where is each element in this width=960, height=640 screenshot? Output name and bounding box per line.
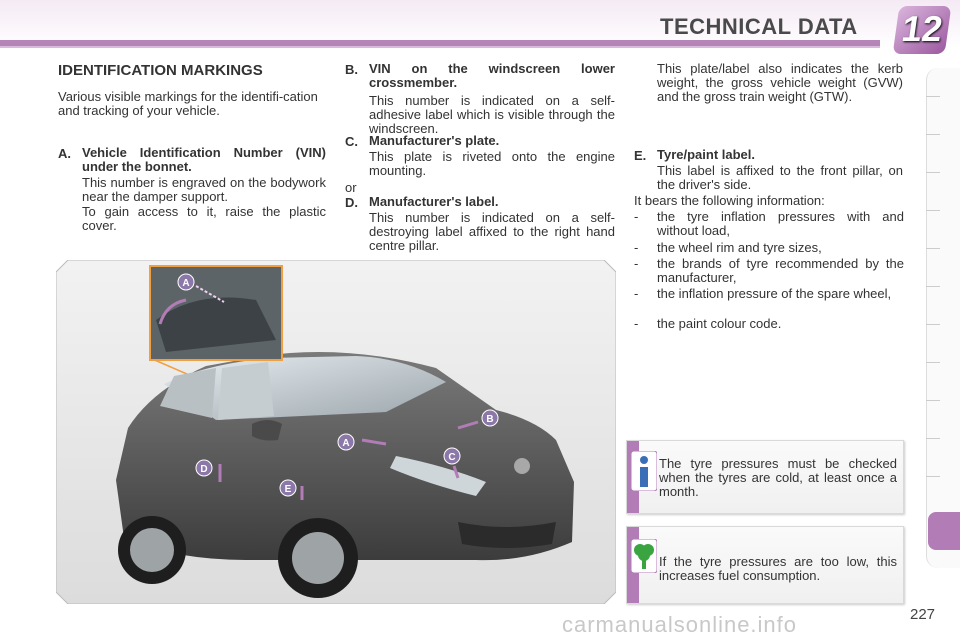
- chapter-number: 12: [899, 8, 946, 49]
- side-mirror: [252, 420, 282, 441]
- item-d-letter: D.: [345, 195, 358, 210]
- tab-divider: [926, 248, 940, 249]
- bullet-dash: -: [634, 286, 639, 301]
- item-e-letter: E.: [634, 148, 647, 163]
- info-note-text: The tyre pressures must be checked when the tyres are cold, at least once a month.: [659, 456, 897, 499]
- item-d-text: This number is indicated on a self-destroying label affixed to the right hand centre pillar.: [369, 210, 615, 253]
- page-header: [0, 0, 960, 48]
- page-title: TECHNICAL DATA: [660, 14, 858, 39]
- item-a-letter: A.: [58, 146, 71, 161]
- list-item: [634, 210, 904, 238]
- front-side-window: [218, 362, 274, 420]
- marker-a-letter: A: [342, 438, 350, 449]
- item-a-text2: To gain access to it, raise the plastic cover.: [82, 204, 326, 233]
- marker-c-letter: C: [448, 452, 456, 463]
- tab-divider: [926, 476, 940, 477]
- front-rim: [292, 532, 344, 584]
- page-number: 227: [910, 606, 936, 623]
- marker-d-letter: D: [200, 464, 208, 475]
- car-illustration: [56, 260, 616, 604]
- list-item-text: the paint colour code.: [657, 316, 782, 331]
- section-title: IDENTIFICATION MARKINGS: [58, 62, 263, 79]
- item-b-letter: B.: [345, 62, 358, 77]
- item-c-title: Manufacturer's plate.: [369, 133, 500, 148]
- item-a-title: Vehicle Identification Number (VIN) under the bonnet.: [82, 145, 326, 174]
- list-item-text: the tyre inflation pressures with and without load,: [657, 209, 904, 238]
- eco-note-box: [626, 526, 904, 604]
- bullet-dash: -: [634, 240, 639, 255]
- brand-emblem: [514, 458, 530, 474]
- tab-divider: [926, 438, 940, 439]
- list-item: [634, 287, 904, 301]
- list-item-text: the inflation pressure of the spare wheel,: [657, 286, 892, 301]
- item-b-title: VIN on the windscreen lower crossmember.: [369, 61, 615, 90]
- list-item-text: the brands of tyre recommended by the manufacturer,: [657, 256, 904, 285]
- list-item-text: the wheel rim and tyre sizes,: [657, 240, 822, 255]
- item-a-text: This number is engraved on the bodywork near the damper support.: [82, 175, 326, 204]
- list-item: [634, 241, 904, 255]
- item-e-title: Tyre/paint label.: [657, 147, 756, 162]
- marker-b-letter: B: [486, 414, 494, 425]
- tab-divider: [926, 362, 940, 363]
- info-icon: [631, 451, 657, 491]
- tab-divider: [926, 400, 940, 401]
- or-separator: or: [345, 180, 357, 195]
- item-d-text2: This plate/label also indicates the kerb weight, the gross vehicle weight (GVW) and the gross train weight (GTW).: [657, 61, 903, 104]
- list-item: [634, 257, 904, 285]
- list-item: [634, 317, 904, 331]
- bullet-dash: -: [634, 256, 639, 271]
- tab-active-chapter[interactable]: [928, 512, 960, 550]
- tab-divider: [926, 286, 940, 287]
- item-c-text: This plate is riveted onto the engine mounting.: [369, 149, 615, 178]
- marker-e-letter: E: [284, 484, 292, 495]
- tab-divider: [926, 210, 940, 211]
- watermark: carmanualsonline.info: [562, 612, 798, 637]
- item-c-letter: C.: [345, 134, 358, 149]
- chapter-badge: [893, 6, 952, 54]
- inset-marker-a-letter: A: [182, 278, 190, 289]
- eco-note-text: If the tyre pressures are too low, this increases fuel consumption.: [659, 554, 897, 583]
- item-e-intro: It bears the following information:: [634, 193, 825, 208]
- section-intro: Various visible markings for the identifi-cation and tracking of your vehicle.: [58, 89, 318, 118]
- tree-icon: [631, 539, 657, 573]
- item-e-text: This label is affixed to the front pillar, on the driver's side.: [657, 163, 903, 192]
- info-note-box: [626, 440, 904, 514]
- header-band-light: [0, 46, 880, 48]
- tab-divider: [926, 324, 940, 325]
- chapter-tabs: [926, 68, 960, 568]
- bullet-dash: -: [634, 316, 639, 331]
- tab-divider: [926, 172, 940, 173]
- item-b-text: This number is indicated on a self-adhesive label which is visible through the windscreen.: [369, 93, 615, 136]
- bullet-dash: -: [634, 209, 639, 224]
- tab-divider: [926, 96, 940, 97]
- rear-rim: [130, 528, 174, 572]
- item-d-title: Manufacturer's label.: [369, 194, 499, 209]
- tab-divider: [926, 134, 940, 135]
